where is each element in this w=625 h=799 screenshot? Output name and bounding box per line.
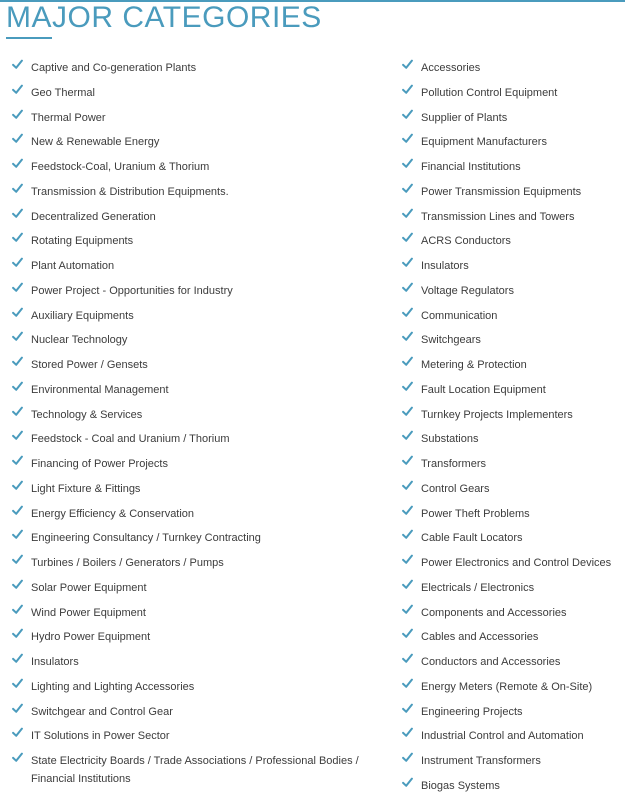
checkmark-icon xyxy=(402,307,413,318)
category-label: Hydro Power Equipment xyxy=(31,631,151,644)
category-item xyxy=(10,477,380,502)
checkmark-icon xyxy=(402,480,413,491)
categories-left-column xyxy=(10,56,380,788)
category-item xyxy=(400,254,622,279)
category-item xyxy=(400,328,622,353)
checkmark-icon xyxy=(402,232,413,243)
category-label: Turbines / Boilers / Generators / Pumps xyxy=(31,557,224,569)
checkmark-icon xyxy=(12,703,23,714)
category-item xyxy=(10,749,380,788)
title-underline xyxy=(6,37,52,39)
checkmark-icon xyxy=(402,752,413,763)
category-label: Transformers xyxy=(421,458,486,470)
category-item xyxy=(400,229,622,254)
category-label: Feedstock-Coal, Uranium & Thorium xyxy=(31,161,210,173)
category-label: Insulators xyxy=(31,656,79,668)
category-label: Light Fixture & Fittings xyxy=(31,482,141,495)
category-label: Nuclear Technology xyxy=(31,334,128,347)
category-item xyxy=(400,56,622,81)
checkmark-icon xyxy=(12,505,23,516)
category-label: Engineering Consultancy / Turnkey Contracting xyxy=(31,532,261,545)
category-label: Metering & Protection xyxy=(421,359,527,371)
checkmark-icon xyxy=(402,109,413,120)
checkmark-icon xyxy=(402,158,413,169)
checkmark-icon xyxy=(12,158,23,169)
category-item xyxy=(400,403,622,428)
category-label: Communication xyxy=(421,309,498,322)
category-label: State Electricity Boards / Trade Associations / Professional Bodies / Financial Institutions xyxy=(31,755,359,785)
category-item xyxy=(10,155,380,180)
category-label: Captive and Co-generation Plants xyxy=(31,62,197,74)
checkmark-icon xyxy=(12,727,23,738)
checkmark-icon xyxy=(402,406,413,417)
category-item xyxy=(10,205,380,230)
category-label: Turnkey Projects Implementers xyxy=(421,408,573,421)
checkmark-icon xyxy=(402,282,413,293)
category-item xyxy=(10,551,380,576)
category-label: Transmission & Distribution Equipments. xyxy=(31,185,229,198)
category-item xyxy=(10,180,380,205)
category-label: Technology & Services xyxy=(31,408,143,421)
checkmark-icon xyxy=(402,505,413,516)
category-item xyxy=(400,452,622,477)
category-label: Environmental Management xyxy=(31,383,169,396)
checkmark-icon xyxy=(12,529,23,540)
category-label: Equipment Manufacturers xyxy=(421,136,547,149)
category-item xyxy=(400,304,622,329)
category-item xyxy=(10,106,380,131)
categories-right-column xyxy=(400,56,622,799)
category-label: Power Theft Problems xyxy=(421,507,530,520)
category-item xyxy=(10,724,380,749)
category-item xyxy=(400,526,622,551)
category-label: Energy Meters (Remote & On-Site) xyxy=(421,680,593,693)
category-item xyxy=(400,155,622,180)
category-label: ACRS Conductors xyxy=(421,235,511,248)
category-label: Fault Location Equipment xyxy=(421,383,546,396)
checkmark-icon xyxy=(12,628,23,639)
category-label: Stored Power / Gensets xyxy=(31,359,148,371)
checkmark-icon xyxy=(402,579,413,590)
checkmark-icon xyxy=(12,604,23,615)
checkmark-icon xyxy=(402,59,413,70)
checkmark-icon xyxy=(402,604,413,615)
category-label: Solar Power Equipment xyxy=(31,581,147,594)
checkmark-icon xyxy=(12,183,23,194)
category-item xyxy=(10,625,380,650)
category-item xyxy=(10,130,380,155)
category-label: Conductors and Accessories xyxy=(421,656,561,668)
category-label: Feedstock - Coal and Uranium / Thorium xyxy=(31,433,230,446)
category-label: Voltage Regulators xyxy=(421,284,514,297)
category-label: Electricals / Electronics xyxy=(421,581,535,594)
category-item xyxy=(400,427,622,452)
checkmark-icon xyxy=(402,430,413,441)
checkmark-icon xyxy=(402,628,413,639)
category-label: Wind Power Equipment xyxy=(31,606,146,619)
category-item xyxy=(10,279,380,304)
category-item xyxy=(10,650,380,675)
category-label: Instrument Transformers xyxy=(421,755,541,767)
checkmark-icon xyxy=(12,59,23,70)
category-item xyxy=(400,378,622,403)
category-label: IT Solutions in Power Sector xyxy=(31,730,170,743)
checkmark-icon xyxy=(12,381,23,392)
checkmark-icon xyxy=(12,331,23,342)
checkmark-icon xyxy=(402,183,413,194)
checkmark-icon xyxy=(402,529,413,540)
checkmark-icon xyxy=(12,257,23,268)
category-label: Power Transmission Equipments xyxy=(421,185,582,198)
category-item xyxy=(10,304,380,329)
category-item xyxy=(400,700,622,725)
category-label: New & Renewable Energy xyxy=(31,136,160,149)
category-item xyxy=(10,427,380,452)
category-item xyxy=(10,601,380,626)
category-item xyxy=(400,180,622,205)
checkmark-icon xyxy=(12,84,23,95)
category-item xyxy=(400,477,622,502)
checkmark-icon xyxy=(402,84,413,95)
category-item xyxy=(10,81,380,106)
category-label: Substations xyxy=(421,433,479,446)
checkmark-icon xyxy=(12,307,23,318)
category-item xyxy=(10,502,380,527)
category-label: Geo Thermal xyxy=(31,86,95,99)
category-label: Accessories xyxy=(421,62,481,74)
category-item xyxy=(400,353,622,378)
checkmark-icon xyxy=(12,678,23,689)
category-label: Pollution Control Equipment xyxy=(421,86,558,99)
category-item xyxy=(400,205,622,230)
category-label: Supplier of Plants xyxy=(421,111,508,124)
category-label: Financial Institutions xyxy=(421,161,521,173)
category-label: Power Project - Opportunities for Industry xyxy=(31,284,233,297)
category-item xyxy=(400,502,622,527)
category-label: Cable Fault Locators xyxy=(421,532,523,545)
checkmark-icon xyxy=(402,356,413,367)
category-label: Components and Accessories xyxy=(421,606,567,619)
category-label: Switchgears xyxy=(421,334,481,347)
category-label: Lighting and Lighting Accessories xyxy=(31,680,195,693)
category-item xyxy=(400,650,622,675)
checkmark-icon xyxy=(402,208,413,219)
checkmark-icon xyxy=(12,653,23,664)
category-label: Plant Automation xyxy=(31,260,115,272)
checkmark-icon xyxy=(12,752,23,763)
category-item xyxy=(400,675,622,700)
checkmark-icon xyxy=(402,653,413,664)
category-item xyxy=(10,353,380,378)
category-label: Decentralized Generation xyxy=(31,210,156,223)
category-item xyxy=(10,700,380,725)
category-label: Auxiliary Equipments xyxy=(31,309,134,322)
category-item xyxy=(10,56,380,81)
checkmark-icon xyxy=(402,257,413,268)
category-item xyxy=(400,576,622,601)
checkmark-icon xyxy=(402,133,413,144)
category-item xyxy=(400,601,622,626)
category-label: Energy Efficiency & Conservation xyxy=(31,507,195,520)
checkmark-icon xyxy=(402,703,413,714)
category-item xyxy=(10,328,380,353)
category-label: Insulators xyxy=(421,260,469,272)
category-item xyxy=(400,774,622,799)
category-item xyxy=(10,403,380,428)
category-item xyxy=(400,81,622,106)
category-item xyxy=(400,551,622,576)
category-item xyxy=(400,749,622,774)
category-item xyxy=(10,378,380,403)
checkmark-icon xyxy=(12,579,23,590)
checkmark-icon xyxy=(12,480,23,491)
checkmark-icon xyxy=(12,133,23,144)
category-item xyxy=(10,254,380,279)
checkmark-icon xyxy=(12,282,23,293)
checkmark-icon xyxy=(12,109,23,120)
checkmark-icon xyxy=(402,777,413,788)
checkmark-icon xyxy=(12,554,23,565)
category-label: Power Electronics and Control Devices xyxy=(421,557,612,569)
category-label: Thermal Power xyxy=(31,111,106,124)
checkmark-icon xyxy=(12,455,23,466)
checkmark-icon xyxy=(402,678,413,689)
category-label: Rotating Equipments xyxy=(31,235,134,248)
category-label: Cables and Accessories xyxy=(421,631,539,644)
checkmark-icon xyxy=(402,727,413,738)
checkmark-icon xyxy=(12,208,23,219)
category-item xyxy=(400,625,622,650)
category-item xyxy=(400,279,622,304)
checkmark-icon xyxy=(12,430,23,441)
checkmark-icon xyxy=(12,356,23,367)
category-label: Control Gears xyxy=(421,482,490,495)
category-item xyxy=(400,106,622,131)
category-item xyxy=(400,130,622,155)
checkmark-icon xyxy=(402,381,413,392)
category-label: Switchgear and Control Gear xyxy=(31,705,173,718)
category-item xyxy=(10,576,380,601)
checkmark-icon xyxy=(12,406,23,417)
checkmark-icon xyxy=(402,455,413,466)
category-label: Biogas Systems xyxy=(421,779,500,792)
checkmark-icon xyxy=(402,331,413,342)
category-item xyxy=(400,724,622,749)
category-label: Industrial Control and Automation xyxy=(421,730,584,743)
page-title: MAJOR CATEGORIES xyxy=(6,1,322,34)
category-label: Transmission Lines and Towers xyxy=(421,210,575,223)
category-item xyxy=(10,452,380,477)
checkmark-icon xyxy=(12,232,23,243)
category-label: Financing of Power Projects xyxy=(31,458,168,470)
category-item xyxy=(10,229,380,254)
checkmark-icon xyxy=(402,554,413,565)
category-item xyxy=(10,675,380,700)
category-label: Engineering Projects xyxy=(421,705,523,718)
category-item xyxy=(10,526,380,551)
